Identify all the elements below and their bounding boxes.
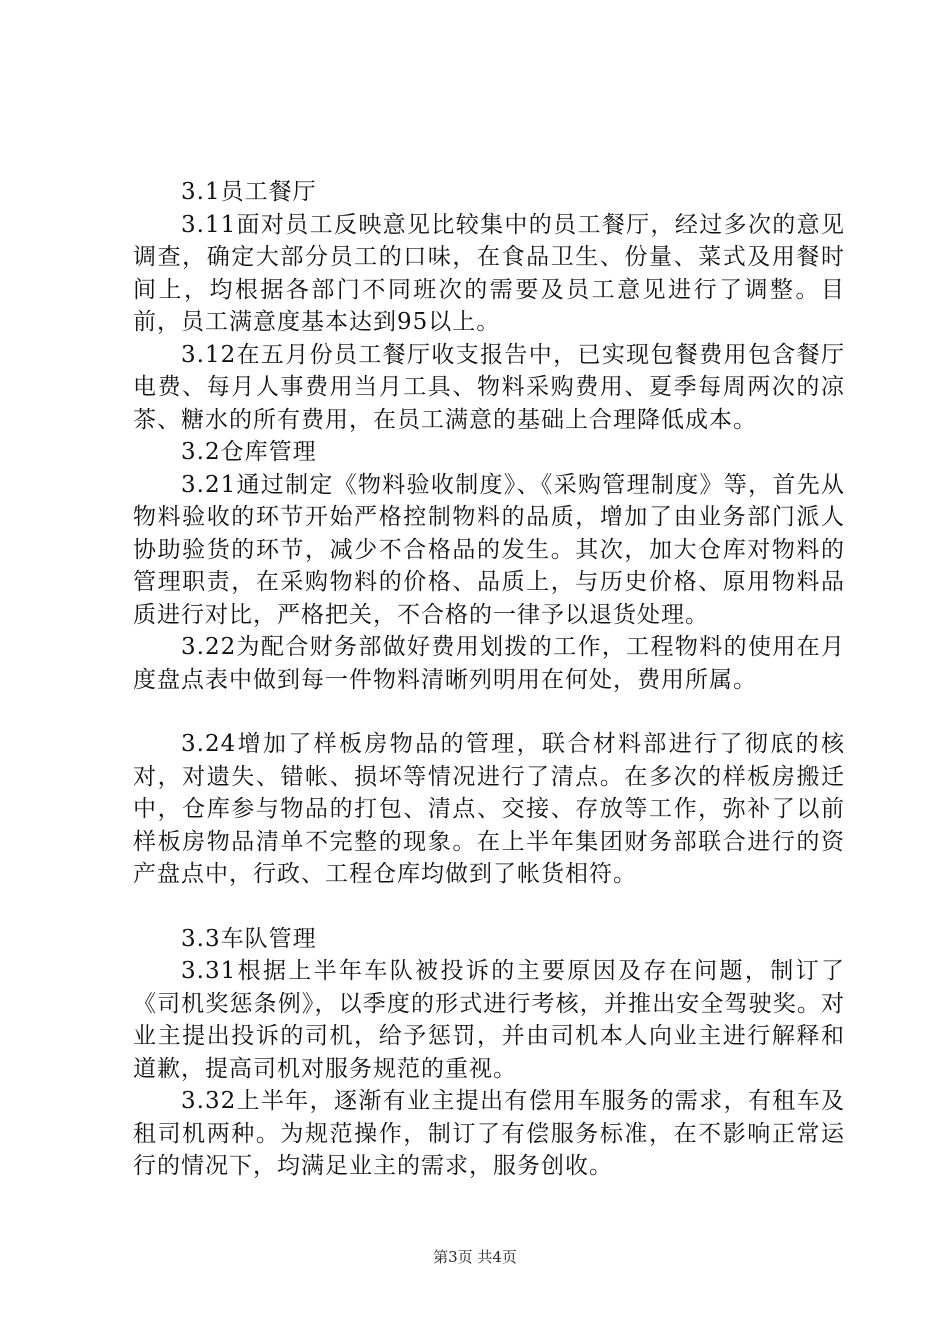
paragraph-3-31: 3.31根据上半年车队被投诉的主要原因及存在问题，制订了《司机奖惩条例》，以季度的形式进行考核，并推出安全驾驶奖。对业主提出投诉的司机，给予惩罚，并由司机本人向业主进行解释和道歉，提高司机对服务规范的重视。: [133, 958, 845, 1082]
blank-line: [133, 891, 845, 923]
heading-warehouse-management: 3.2仓库管理: [181, 439, 317, 465]
heading-staff-canteen: 3.1员工餐厅: [181, 179, 317, 205]
heading-fleet-management: 3.3车队管理: [181, 925, 317, 952]
document-body: [133, 176, 845, 1183]
paragraph-3-12: 3.12在五月份员工餐厅收支报告中，已实现包餐费用包含餐厅电费、每月人事费用当月工具、物料采购费用、夏季每周两次的凉茶、糖水的所有费用，在员工满意的基础上合理降低成本。: [133, 341, 845, 433]
paragraph-3-11: 3.11面对员工反映意见比较集中的员工餐厅，经过多次的意见调查，确定大部分员工的口味，在食品卫生、份量、菜式及用餐时间上，均根据各部门不同班次的需要及员工意见进行了调整。目前，员工满意度基本达到95以上。: [133, 211, 845, 335]
blank-line: [133, 696, 845, 728]
paragraph-3-22: 3.22为配合财务部做好费用划拨的工作，工程物料的使用在月度盘点表中做到每一件物料清晰列明用在何处，费用所属。: [133, 634, 845, 693]
page-number-footer: 第3页 共4页: [433, 1248, 517, 1266]
paragraph-3-24: 3.24增加了样板房物品的管理，联合材料部进行了彻底的核对，对遗失、错帐、损坏等情况进行了清点。在多次的样板房搬迁中，仓库参与物品的打包、清点、交接、存放等工作，弥补了以前样板房物品清单不完整的现象。在上半年集团财务部联合进行的资产盘点中，行政、工程仓库均做到了帐货相符。: [133, 731, 845, 887]
paragraph-3-21: 3.21通过制定《物料验收制度》、《采购管理制度》等，首先从物料验收的环节开始严格控制物料的品质，增加了由业务部门派人协助验货的环节，减少不合格品的发生。其次，加大仓库对物料的管理职责，在采购物料的价格、品质上，与历史价格、原用物料品质进行对比，严格把关，不合格的一律予以退货处理。: [133, 471, 845, 628]
paragraph-3-32: 3.32上半年，逐渐有业主提出有偿用车服务的需求，有租车及租司机两种。为规范操作，制订了有偿服务标准，在不影响正常运行的情况下，均满足业主的需求，服务创收。: [133, 1088, 845, 1179]
